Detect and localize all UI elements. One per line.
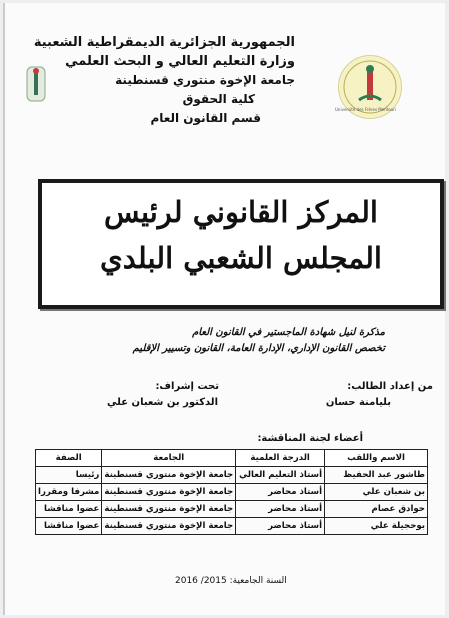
- degree-statement: [133, 325, 385, 357]
- member-university: جامعة الإخوة منتوري قسنطينة: [102, 467, 236, 484]
- member-role: عضوا مناقشا: [36, 501, 102, 518]
- header-university: الجامعة: [102, 450, 236, 467]
- document-page: [3, 3, 445, 615]
- member-name: بوحجيلة علي: [325, 518, 428, 535]
- table-row: [36, 518, 428, 535]
- degree-line: مذكرة لنيل شهادة الماجستير في القانون العام: [192, 327, 385, 338]
- member-university: جامعة الإخوة منتوري قسنطينة: [102, 501, 236, 518]
- table-row: [36, 484, 428, 501]
- student-name: بليامنة حسان: [325, 397, 391, 408]
- department-name: قسم القانون العام: [150, 111, 261, 125]
- member-name: حوادق عصام: [325, 501, 428, 518]
- thesis-title-line-1: المركز القانوني لرئيس: [104, 195, 378, 229]
- header-name: الاسم واللقب: [325, 450, 428, 467]
- supervisor-name: الدكتور بن شعبان علي: [107, 397, 218, 408]
- faculty-emblem: [23, 61, 49, 107]
- member-role: رئيسا: [36, 467, 102, 484]
- member-role: مشرفا ومقررا: [36, 484, 102, 501]
- title-frame: [38, 179, 444, 309]
- academic-year: السنة الجامعية: 2015/ 2016: [175, 576, 287, 586]
- table-row: [36, 501, 428, 518]
- faculty-name: كلية الحقوق: [182, 92, 255, 106]
- committee-table: [35, 449, 428, 535]
- specialty-line: تخصص القانون الإداري، الإدارة العامة، القانون وتسيير الإقليم: [132, 343, 385, 354]
- ministry-name: وزارة التعليم العالي و البحث العلمي: [65, 54, 295, 69]
- member-degree: أستاذ محاضر: [236, 484, 325, 501]
- member-name: طاشور عبد الحفيظ: [325, 467, 428, 484]
- university-name: جامعة الإخوة منتوري قسنطينة: [115, 73, 295, 87]
- member-role: عضوا مناقشا: [36, 518, 102, 535]
- header-role: الصفة: [36, 450, 102, 467]
- committee-title: أعضاء لجنة المناقشة:: [257, 433, 363, 444]
- header-degree: الدرجة العلمية: [236, 450, 325, 467]
- member-degree: أستاذ محاضر: [236, 518, 325, 535]
- member-university: جامعة الإخوة منتوري قسنطينة: [102, 518, 236, 535]
- supervisor-label: تحت إشراف:: [155, 381, 219, 392]
- member-degree: أستاذ التعليم العالي: [236, 467, 325, 484]
- member-university: جامعة الإخوة منتوري قسنطينة: [102, 484, 236, 501]
- thesis-title-line-2: المجلس الشعبي البلدي: [100, 241, 382, 275]
- member-name: بن شعبان علي: [325, 484, 428, 501]
- student-label: من إعداد الطالب:: [347, 381, 433, 392]
- table-row: [36, 467, 428, 484]
- committee-header-row: [36, 450, 428, 467]
- republic-name: الجمهورية الجزائرية الديمقراطية الشعبية: [33, 35, 295, 50]
- institution-header: [33, 33, 295, 128]
- member-degree: أستاذ محاضر: [236, 501, 325, 518]
- logo-caption: Université des Frères Mentouri: [335, 107, 397, 112]
